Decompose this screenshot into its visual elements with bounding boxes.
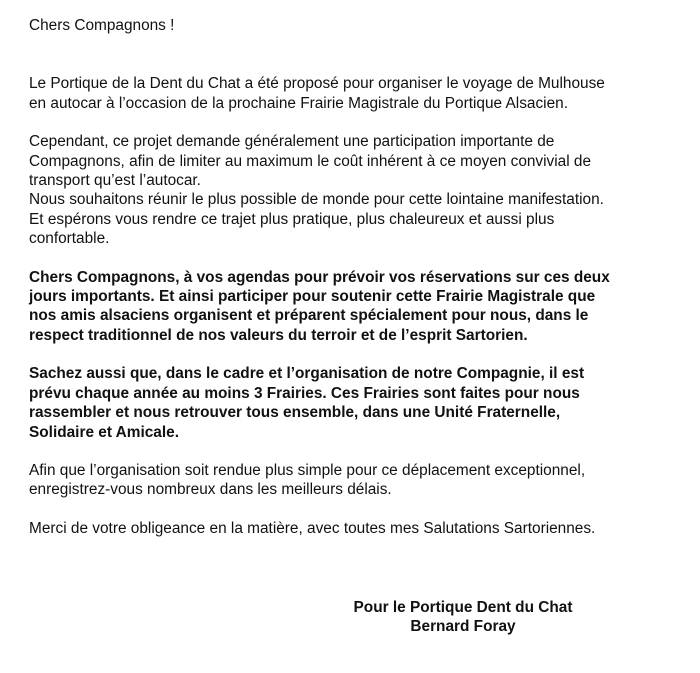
paragraph-2-line: Cependant, ce projet demande généralement une participation importante de xyxy=(29,133,555,151)
paragraph-2 xyxy=(29,132,689,248)
paragraph-5-line: enregistrez-vous nombreux dans les meilleurs délais. xyxy=(29,481,392,499)
paragraph-2-line: Nous souhaitons réunir le plus possible de monde pour cette lointaine manifestation. xyxy=(29,191,604,209)
paragraph-1-line: Le Portique de la Dent du Chat a été proposé pour organiser le voyage de Mulhouse xyxy=(29,75,605,93)
signature-name: Bernard Foray xyxy=(410,618,516,636)
paragraph-2-line: transport qu’est l’autocar. xyxy=(29,172,201,190)
paragraph-3-line: Chers Compagnons, à vos agendas pour prévoir vos réservations sur ces deux xyxy=(29,268,610,286)
paragraph-3-bold xyxy=(29,268,689,346)
paragraph-3-line: nos amis alsaciens organisent et préparent spécialement pour nous, dans le xyxy=(29,307,589,325)
paragraph-4-line: rassembler et nous retrouver tous ensemble, dans une Unité Fraternelle, xyxy=(29,404,561,422)
paragraph-4-line: Sachez aussi que, dans le cadre et l’organisation de notre Compagnie, il est xyxy=(29,365,585,383)
signature-organization: Pour le Portique Dent du Chat xyxy=(353,599,573,616)
paragraph-2-line: Compagnons, afin de limiter au maximum le coût inhérent à ce moyen convivial de xyxy=(29,152,592,170)
paragraph-3-line: respect traditionnel de nos valeurs du terroir et de l’esprit Sartorien. xyxy=(29,326,528,344)
paragraph-3-line: jours importants. Et ainsi participer pour soutenir cette Frairie Magistrale que xyxy=(29,288,596,306)
paragraph-4-line: Solidaire et Amicale. xyxy=(29,423,179,441)
signature-block xyxy=(349,598,577,637)
paragraph-2-line: Et espérons vous rendre ce trajet plus pratique, plus chaleureux et aussi plus xyxy=(29,210,555,228)
paragraph-5-line: Afin que l’organisation soit rendue plus simple pour ce déplacement exceptionnel, xyxy=(29,461,586,479)
greeting: Chers Compagnons ! xyxy=(29,17,175,34)
closing-line: Merci de votre obligeance en la matière, avec toutes mes Salutations Sartoriennes. xyxy=(29,519,596,537)
letter-body xyxy=(29,16,689,538)
paragraph-1-line: en autocar à l’occasion de la prochaine Frairie Magistrale du Portique Alsacien. xyxy=(29,94,568,112)
paragraph-1 xyxy=(29,74,689,113)
paragraph-5 xyxy=(29,461,689,500)
paragraph-4-line: prévu chaque année au moins 3 Frairies. Ces Frairies sont faites pour nous xyxy=(29,384,580,402)
paragraph-2-line: confortable. xyxy=(29,230,110,248)
paragraph-4-bold xyxy=(29,364,689,442)
